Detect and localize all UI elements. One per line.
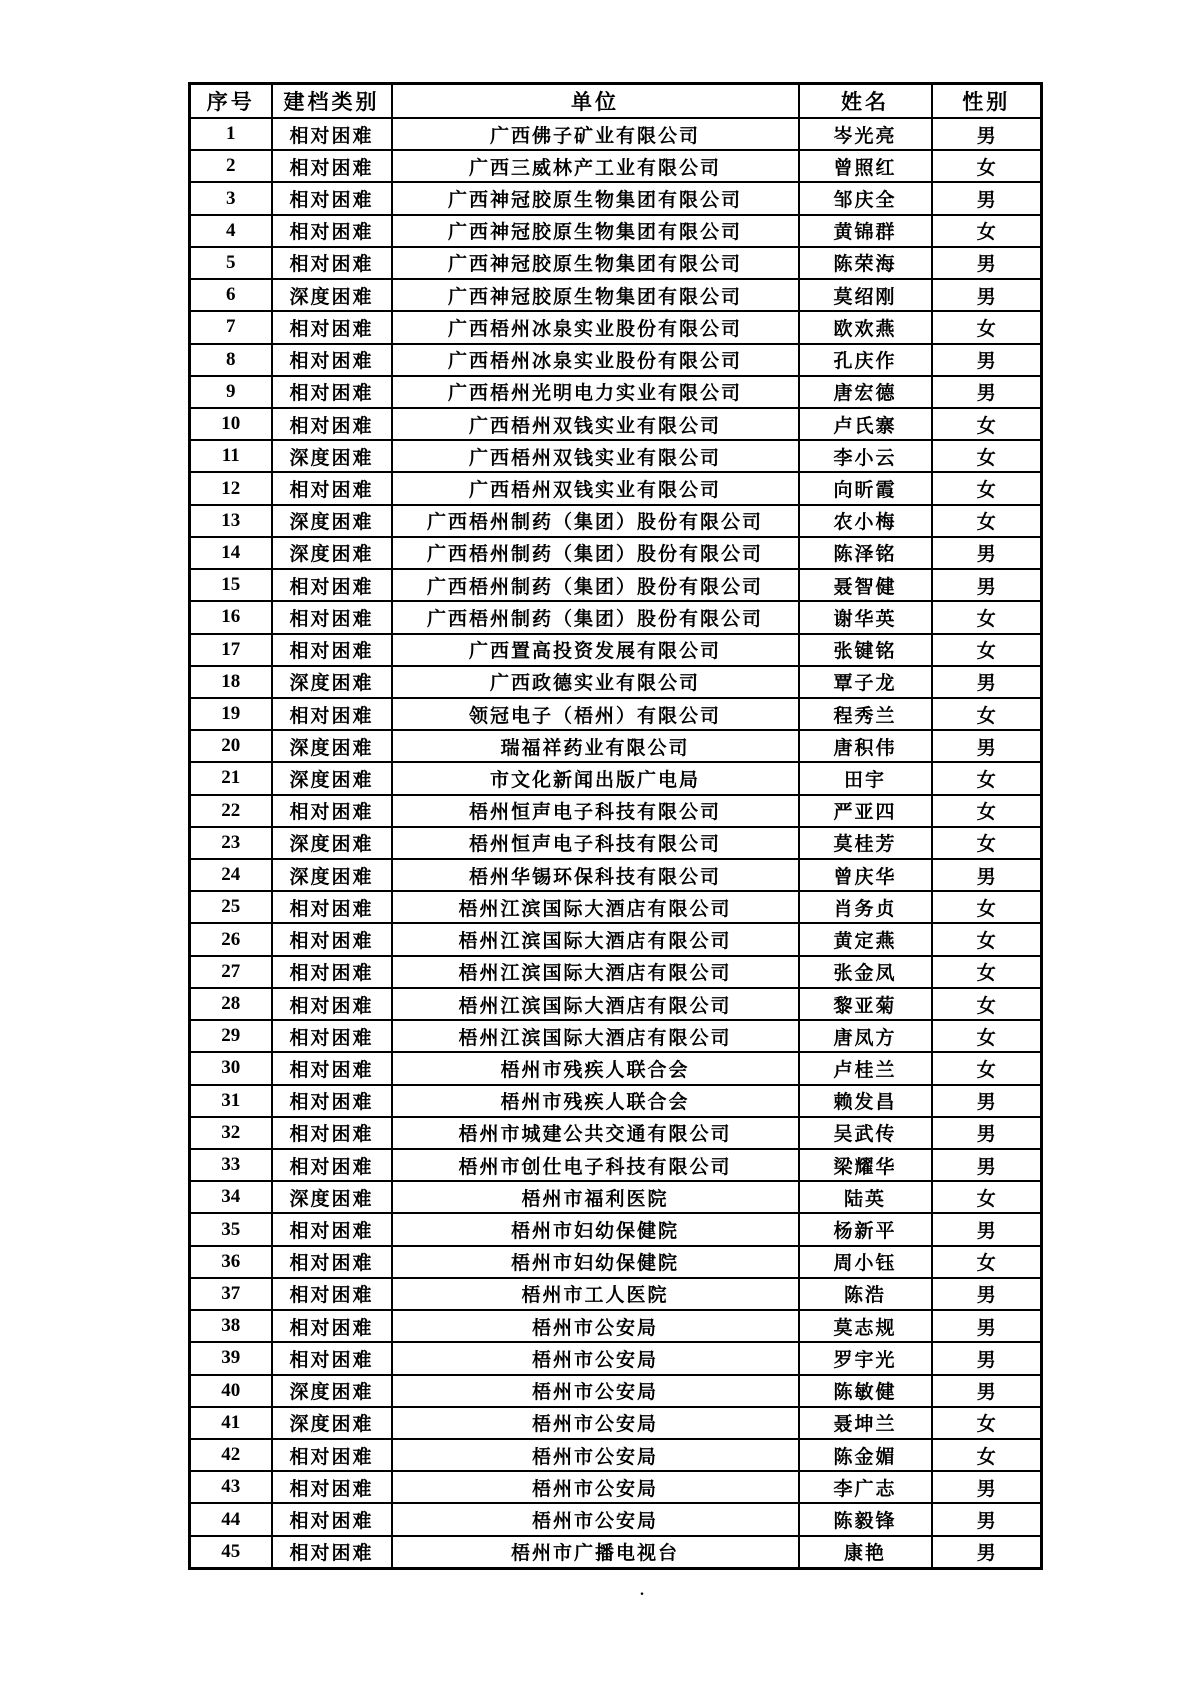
cell-unit: 梧州市福利医院 <box>392 1181 799 1213</box>
column-header-name: 姓名 <box>799 84 932 119</box>
cell-category: 相对困难 <box>272 1310 392 1342</box>
table-row <box>190 569 1042 601</box>
cell-gender: 男 <box>932 666 1042 698</box>
cell-index: 26 <box>190 923 272 955</box>
table-row <box>190 472 1042 504</box>
cell-name: 周小钰 <box>799 1246 932 1278</box>
cell-index: 18 <box>190 666 272 698</box>
cell-name: 莫桂芳 <box>799 827 932 859</box>
cell-name: 卢氏寨 <box>799 408 932 440</box>
cell-gender: 女 <box>932 956 1042 988</box>
cell-name: 聂坤兰 <box>799 1407 932 1439</box>
cell-name: 吴武传 <box>799 1117 932 1149</box>
cell-unit: 梧州市妇幼保健院 <box>392 1213 799 1245</box>
cell-index: 27 <box>190 956 272 988</box>
table-row <box>190 1149 1042 1181</box>
cell-gender: 女 <box>932 1407 1042 1439</box>
cell-name: 陈毅锋 <box>799 1503 932 1535</box>
cell-category: 相对困难 <box>272 1213 392 1245</box>
cell-gender: 男 <box>932 569 1042 601</box>
cell-index: 38 <box>190 1310 272 1342</box>
cell-category: 相对困难 <box>272 1117 392 1149</box>
cell-category: 深度困难 <box>272 440 392 472</box>
cell-unit: 梧州市残疾人联合会 <box>392 1085 799 1117</box>
cell-index: 36 <box>190 1246 272 1278</box>
table-row <box>190 891 1042 923</box>
cell-unit: 梧州江滨国际大酒店有限公司 <box>392 988 799 1020</box>
cell-unit: 梧州市公安局 <box>392 1342 799 1374</box>
cell-category: 相对困难 <box>272 311 392 343</box>
cell-index: 11 <box>190 440 272 472</box>
table-row <box>190 247 1042 279</box>
cell-name: 向昕霞 <box>799 472 932 504</box>
cell-gender: 女 <box>932 1181 1042 1213</box>
cell-category: 深度困难 <box>272 1407 392 1439</box>
cell-gender: 女 <box>932 472 1042 504</box>
table-row <box>190 1471 1042 1503</box>
cell-name: 程秀兰 <box>799 698 932 730</box>
cell-index: 6 <box>190 279 272 311</box>
cell-index: 31 <box>190 1085 272 1117</box>
table-row <box>190 666 1042 698</box>
cell-gender: 男 <box>932 1149 1042 1181</box>
cell-index: 1 <box>190 118 272 150</box>
cell-index: 23 <box>190 827 272 859</box>
table-row <box>190 988 1042 1020</box>
cell-index: 9 <box>190 376 272 408</box>
column-header-gender: 性别 <box>932 84 1042 119</box>
cell-index: 40 <box>190 1375 272 1407</box>
cell-index: 22 <box>190 795 272 827</box>
cell-name: 张键铭 <box>799 634 932 666</box>
cell-gender: 女 <box>932 505 1042 537</box>
cell-gender: 男 <box>932 1536 1042 1569</box>
cell-name: 肖务贞 <box>799 891 932 923</box>
cell-index: 33 <box>190 1149 272 1181</box>
cell-index: 3 <box>190 182 272 214</box>
table-row <box>190 827 1042 859</box>
table-row <box>190 408 1042 440</box>
cell-unit: 梧州市残疾人联合会 <box>392 1052 799 1084</box>
cell-name: 黎亚菊 <box>799 988 932 1020</box>
cell-index: 4 <box>190 215 272 247</box>
cell-unit: 梧州市公安局 <box>392 1439 799 1471</box>
cell-index: 44 <box>190 1503 272 1535</box>
cell-name: 康艳 <box>799 1536 932 1569</box>
cell-gender: 女 <box>932 891 1042 923</box>
cell-gender: 女 <box>932 634 1042 666</box>
cell-gender: 男 <box>932 118 1042 150</box>
table-row <box>190 698 1042 730</box>
cell-index: 7 <box>190 311 272 343</box>
cell-name: 赖发昌 <box>799 1085 932 1117</box>
cell-index: 25 <box>190 891 272 923</box>
cell-unit: 梧州恒声电子科技有限公司 <box>392 795 799 827</box>
cell-category: 深度困难 <box>272 762 392 794</box>
cell-index: 42 <box>190 1439 272 1471</box>
cell-category: 相对困难 <box>272 1536 392 1569</box>
cell-gender: 女 <box>932 440 1042 472</box>
cell-category: 相对困难 <box>272 1503 392 1535</box>
table-row <box>190 279 1042 311</box>
cell-unit: 广西神冠胶原生物集团有限公司 <box>392 182 799 214</box>
table-row <box>190 795 1042 827</box>
cell-category: 相对困难 <box>272 1278 392 1310</box>
table-row <box>190 1181 1042 1213</box>
cell-category: 相对困难 <box>272 1149 392 1181</box>
cell-index: 14 <box>190 537 272 569</box>
table-row <box>190 956 1042 988</box>
table-row <box>190 1342 1042 1374</box>
table-row <box>190 1278 1042 1310</box>
cell-index: 29 <box>190 1020 272 1052</box>
table-row <box>190 601 1042 633</box>
cell-name: 唐积伟 <box>799 730 932 762</box>
cell-category: 相对困难 <box>272 1471 392 1503</box>
cell-name: 陈浩 <box>799 1278 932 1310</box>
cell-gender: 男 <box>932 279 1042 311</box>
cell-gender: 男 <box>932 1471 1042 1503</box>
cell-index: 35 <box>190 1213 272 1245</box>
cell-unit: 梧州市公安局 <box>392 1503 799 1535</box>
cell-gender: 女 <box>932 988 1042 1020</box>
table-row <box>190 1213 1042 1245</box>
cell-index: 32 <box>190 1117 272 1149</box>
cell-name: 欧欢燕 <box>799 311 932 343</box>
cell-gender: 女 <box>932 215 1042 247</box>
cell-unit: 广西佛子矿业有限公司 <box>392 118 799 150</box>
cell-unit: 广西神冠胶原生物集团有限公司 <box>392 215 799 247</box>
cell-name: 卢桂兰 <box>799 1052 932 1084</box>
cell-category: 相对困难 <box>272 150 392 182</box>
cell-name: 曾庆华 <box>799 859 932 891</box>
cell-index: 13 <box>190 505 272 537</box>
cell-unit: 广西梧州双钱实业有限公司 <box>392 408 799 440</box>
cell-category: 深度困难 <box>272 827 392 859</box>
table-row <box>190 762 1042 794</box>
cell-category: 相对困难 <box>272 1085 392 1117</box>
cell-unit: 广西三威林产工业有限公司 <box>392 150 799 182</box>
cell-name: 陈敏健 <box>799 1375 932 1407</box>
cell-unit: 广西神冠胶原生物集团有限公司 <box>392 247 799 279</box>
cell-category: 深度困难 <box>272 859 392 891</box>
cell-gender: 男 <box>932 1117 1042 1149</box>
table-row <box>190 311 1042 343</box>
cell-category: 相对困难 <box>272 891 392 923</box>
table-header-row <box>190 84 1042 119</box>
cell-category: 深度困难 <box>272 279 392 311</box>
cell-gender: 男 <box>932 247 1042 279</box>
cell-name: 罗宇光 <box>799 1342 932 1374</box>
table-row <box>190 440 1042 472</box>
cell-category: 相对困难 <box>272 698 392 730</box>
cell-gender: 女 <box>932 1020 1042 1052</box>
cell-name: 李小云 <box>799 440 932 472</box>
cell-unit: 广西梧州制药（集团）股份有限公司 <box>392 537 799 569</box>
cell-unit: 梧州市工人医院 <box>392 1278 799 1310</box>
cell-unit: 广西梧州光明电力实业有限公司 <box>392 376 799 408</box>
cell-index: 12 <box>190 472 272 504</box>
cell-index: 19 <box>190 698 272 730</box>
table-row <box>190 537 1042 569</box>
cell-category: 相对困难 <box>272 1342 392 1374</box>
cell-gender: 女 <box>932 698 1042 730</box>
cell-gender: 女 <box>932 762 1042 794</box>
roster-table <box>188 82 1043 1570</box>
cell-gender: 男 <box>932 1342 1042 1374</box>
cell-name: 梁耀华 <box>799 1149 932 1181</box>
cell-category: 相对困难 <box>272 1246 392 1278</box>
cell-index: 37 <box>190 1278 272 1310</box>
column-header-unit: 单位 <box>392 84 799 119</box>
cell-gender: 女 <box>932 408 1042 440</box>
cell-unit: 梧州江滨国际大酒店有限公司 <box>392 956 799 988</box>
cell-unit: 广西置高投资发展有限公司 <box>392 634 799 666</box>
cell-index: 17 <box>190 634 272 666</box>
cell-category: 相对困难 <box>272 118 392 150</box>
cell-name: 谢华英 <box>799 601 932 633</box>
cell-name: 田宇 <box>799 762 932 794</box>
cell-unit: 广西政德实业有限公司 <box>392 666 799 698</box>
cell-unit: 广西梧州制药（集团）股份有限公司 <box>392 505 799 537</box>
cell-gender: 女 <box>932 1052 1042 1084</box>
table-row <box>190 1503 1042 1535</box>
cell-name: 莫志规 <box>799 1310 932 1342</box>
table-row <box>190 1310 1042 1342</box>
cell-unit: 广西梧州制药（集团）股份有限公司 <box>392 601 799 633</box>
cell-category: 深度困难 <box>272 1375 392 1407</box>
cell-name: 邹庆全 <box>799 182 932 214</box>
cell-gender: 女 <box>932 1439 1042 1471</box>
table-body <box>190 118 1042 1569</box>
table-row <box>190 215 1042 247</box>
cell-unit: 梧州江滨国际大酒店有限公司 <box>392 891 799 923</box>
cell-name: 陈荣海 <box>799 247 932 279</box>
cell-index: 41 <box>190 1407 272 1439</box>
column-header-index: 序号 <box>190 84 272 119</box>
cell-gender: 男 <box>932 1310 1042 1342</box>
cell-unit: 梧州华锡环保科技有限公司 <box>392 859 799 891</box>
cell-name: 李广志 <box>799 1471 932 1503</box>
cell-gender: 男 <box>932 1503 1042 1535</box>
cell-category: 相对困难 <box>272 795 392 827</box>
cell-category: 相对困难 <box>272 634 392 666</box>
cell-index: 28 <box>190 988 272 1020</box>
table-row <box>190 182 1042 214</box>
cell-name: 黄锦群 <box>799 215 932 247</box>
cell-gender: 女 <box>932 1246 1042 1278</box>
cell-name: 农小梅 <box>799 505 932 537</box>
cell-unit: 广西梧州冰泉实业股份有限公司 <box>392 344 799 376</box>
table-row <box>190 118 1042 150</box>
cell-name: 陈金媚 <box>799 1439 932 1471</box>
cell-category: 相对困难 <box>272 601 392 633</box>
cell-unit: 瑞福祥药业有限公司 <box>392 730 799 762</box>
cell-name: 黄定燕 <box>799 923 932 955</box>
cell-category: 相对困难 <box>272 569 392 601</box>
cell-category: 相对困难 <box>272 182 392 214</box>
cell-category: 相对困难 <box>272 344 392 376</box>
cell-category: 相对困难 <box>272 1439 392 1471</box>
cell-unit: 领冠电子（梧州）有限公司 <box>392 698 799 730</box>
cell-category: 相对困难 <box>272 376 392 408</box>
cell-name: 张金凤 <box>799 956 932 988</box>
cell-unit: 梧州市公安局 <box>392 1310 799 1342</box>
table-row <box>190 1375 1042 1407</box>
cell-category: 深度困难 <box>272 537 392 569</box>
cell-category: 相对困难 <box>272 247 392 279</box>
cell-gender: 女 <box>932 150 1042 182</box>
cell-gender: 女 <box>932 923 1042 955</box>
cell-name: 唐宏德 <box>799 376 932 408</box>
cell-unit: 梧州江滨国际大酒店有限公司 <box>392 923 799 955</box>
table-row <box>190 150 1042 182</box>
cell-name: 孔庆作 <box>799 344 932 376</box>
cell-index: 21 <box>190 762 272 794</box>
cell-category: 深度困难 <box>272 730 392 762</box>
cell-name: 陈泽铭 <box>799 537 932 569</box>
cell-unit: 广西神冠胶原生物集团有限公司 <box>392 279 799 311</box>
cell-gender: 男 <box>932 1278 1042 1310</box>
table-row <box>190 344 1042 376</box>
cell-category: 相对困难 <box>272 1020 392 1052</box>
cell-unit: 广西梧州双钱实业有限公司 <box>392 472 799 504</box>
cell-category: 相对困难 <box>272 988 392 1020</box>
table-row <box>190 376 1042 408</box>
cell-name: 杨新平 <box>799 1213 932 1245</box>
cell-category: 深度困难 <box>272 1181 392 1213</box>
cell-unit: 广西梧州冰泉实业股份有限公司 <box>392 311 799 343</box>
cell-gender: 女 <box>932 311 1042 343</box>
cell-name: 严亚四 <box>799 795 932 827</box>
table-row <box>190 505 1042 537</box>
cell-unit: 梧州市公安局 <box>392 1407 799 1439</box>
cell-name: 聂智健 <box>799 569 932 601</box>
cell-unit: 梧州江滨国际大酒店有限公司 <box>392 1020 799 1052</box>
cell-category: 相对困难 <box>272 1052 392 1084</box>
cell-category: 相对困难 <box>272 956 392 988</box>
cell-category: 相对困难 <box>272 408 392 440</box>
cell-category: 深度困难 <box>272 505 392 537</box>
cell-unit: 梧州市妇幼保健院 <box>392 1246 799 1278</box>
cell-index: 16 <box>190 601 272 633</box>
cell-unit: 梧州恒声电子科技有限公司 <box>392 827 799 859</box>
cell-gender: 男 <box>932 1213 1042 1245</box>
table-row <box>190 859 1042 891</box>
cell-unit: 市文化新闻出版广电局 <box>392 762 799 794</box>
cell-index: 45 <box>190 1536 272 1569</box>
cell-index: 24 <box>190 859 272 891</box>
cell-index: 39 <box>190 1342 272 1374</box>
cell-category: 相对困难 <box>272 472 392 504</box>
table-row <box>190 634 1042 666</box>
table-row <box>190 1407 1042 1439</box>
cell-gender: 女 <box>932 601 1042 633</box>
table-row <box>190 1439 1042 1471</box>
cell-gender: 男 <box>932 344 1042 376</box>
cell-index: 43 <box>190 1471 272 1503</box>
table-row <box>190 1536 1042 1569</box>
table-row <box>190 1246 1042 1278</box>
cell-name: 曾照红 <box>799 150 932 182</box>
cell-gender: 女 <box>932 827 1042 859</box>
cell-name: 岑光亮 <box>799 118 932 150</box>
cell-name: 陆英 <box>799 1181 932 1213</box>
cell-gender: 男 <box>932 1375 1042 1407</box>
cell-name: 莫绍刚 <box>799 279 932 311</box>
cell-unit: 梧州市公安局 <box>392 1471 799 1503</box>
table-row <box>190 1020 1042 1052</box>
column-header-category: 建档类别 <box>272 84 392 119</box>
cell-gender: 男 <box>932 182 1042 214</box>
scan-speck-dot: . <box>640 1582 644 1599</box>
cell-index: 5 <box>190 247 272 279</box>
cell-name: 唐凤方 <box>799 1020 932 1052</box>
table-row <box>190 1117 1042 1149</box>
cell-index: 30 <box>190 1052 272 1084</box>
cell-gender: 男 <box>932 859 1042 891</box>
cell-gender: 男 <box>932 376 1042 408</box>
cell-gender: 男 <box>932 730 1042 762</box>
cell-category: 相对困难 <box>272 923 392 955</box>
cell-index: 20 <box>190 730 272 762</box>
cell-unit: 梧州市公安局 <box>392 1375 799 1407</box>
cell-unit: 广西梧州双钱实业有限公司 <box>392 440 799 472</box>
cell-unit: 梧州市城建公共交通有限公司 <box>392 1117 799 1149</box>
cell-category: 相对困难 <box>272 215 392 247</box>
table-row <box>190 730 1042 762</box>
cell-unit: 梧州市广播电视台 <box>392 1536 799 1569</box>
table-row <box>190 1085 1042 1117</box>
cell-index: 10 <box>190 408 272 440</box>
cell-gender: 男 <box>932 1085 1042 1117</box>
cell-category: 深度困难 <box>272 666 392 698</box>
cell-index: 8 <box>190 344 272 376</box>
cell-unit: 广西梧州制药（集团）股份有限公司 <box>392 569 799 601</box>
cell-gender: 女 <box>932 795 1042 827</box>
cell-gender: 男 <box>932 537 1042 569</box>
cell-index: 34 <box>190 1181 272 1213</box>
table-row <box>190 923 1042 955</box>
cell-name: 覃子龙 <box>799 666 932 698</box>
table-row <box>190 1052 1042 1084</box>
cell-index: 2 <box>190 150 272 182</box>
cell-index: 15 <box>190 569 272 601</box>
cell-unit: 梧州市创仕电子科技有限公司 <box>392 1149 799 1181</box>
